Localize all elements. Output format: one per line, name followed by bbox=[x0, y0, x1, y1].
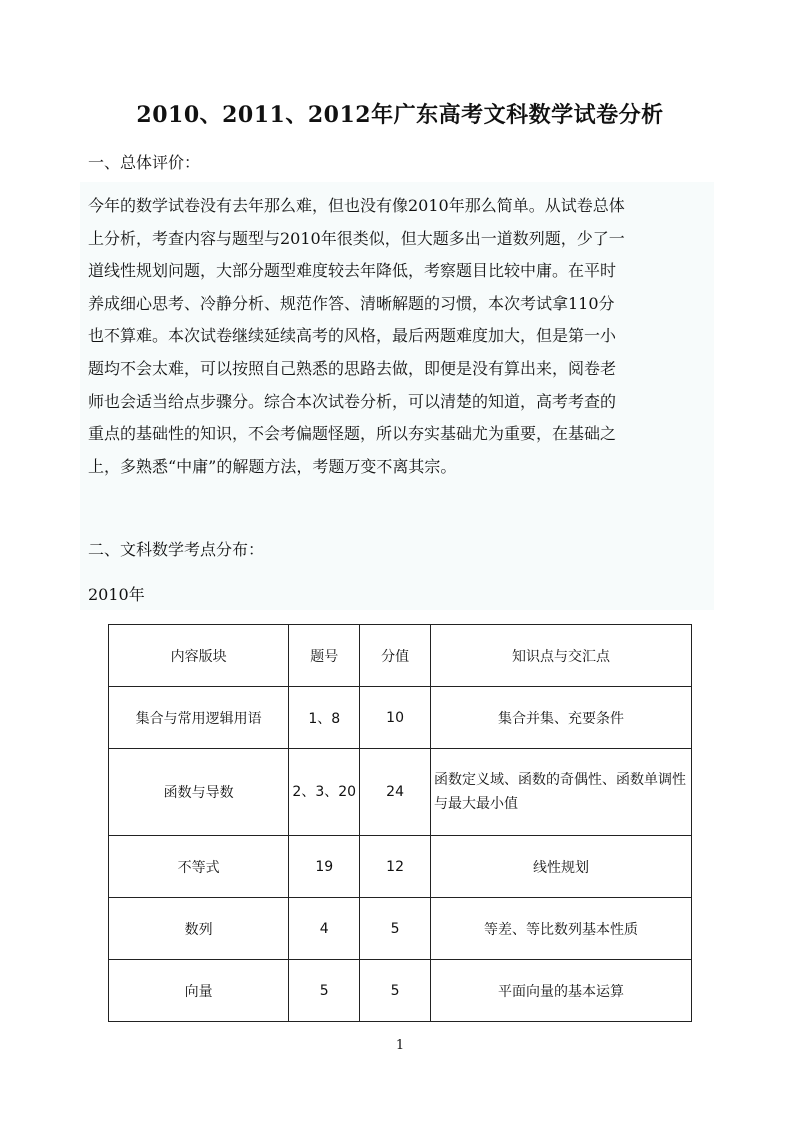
table-cell: 10 bbox=[360, 687, 431, 749]
section-heading-distribution: 二、文科数学考点分布： bbox=[88, 540, 265, 559]
paragraph-line: 养成细心思考、冷静分析、规范作答、清晰解题的习惯，本次考试拿110分 bbox=[88, 293, 615, 313]
table-row bbox=[109, 836, 692, 898]
paragraph-line: 上分析，考查内容与题型与2010年很类似，但大题多出一道数列题，少了一 bbox=[88, 228, 625, 248]
table-cell: 不等式 bbox=[109, 836, 289, 898]
table-cell: 5 bbox=[360, 898, 431, 960]
table-cell: 12 bbox=[360, 836, 431, 898]
table-cell: 1、8 bbox=[289, 687, 360, 749]
section-heading-overall: 一、总体评价： bbox=[88, 153, 201, 172]
exam-points-table bbox=[108, 624, 692, 1022]
table-cell: 集合与常用逻辑用语 bbox=[109, 687, 289, 749]
header-cell: 题号 bbox=[289, 625, 360, 687]
table-cell: 等差、等比数列基本性质 bbox=[430, 898, 691, 960]
year-label: 2010年 bbox=[88, 585, 145, 604]
evaluation-paragraph bbox=[88, 190, 710, 483]
document-title: 2010、2011、2012年广东高考文科数学试卷分析 bbox=[136, 102, 664, 128]
table-header-row bbox=[109, 625, 692, 687]
table-cell: 5 bbox=[289, 960, 360, 1022]
table-cell: 24 bbox=[360, 749, 431, 836]
table-cell: 19 bbox=[289, 836, 360, 898]
table-cell: 2、3、20 bbox=[289, 749, 360, 836]
header-cell: 内容版块 bbox=[109, 625, 289, 687]
paragraph-line: 题均不会太难，可以按照自己熟悉的思路去做，即便是没有算出来，阅卷老 bbox=[88, 358, 617, 378]
table-cell: 线性规划 bbox=[430, 836, 691, 898]
table-cell: 平面向量的基本运算 bbox=[430, 960, 691, 1022]
paragraph-line: 重点的基础性的知识，不会考偏题怪题，所以夯实基础尤为重要，在基础之 bbox=[88, 424, 617, 444]
paragraph-line: 今年的数学试卷没有去年那么难，但也没有像2010年那么简单。从试卷总体 bbox=[88, 196, 625, 215]
table-cell: 函数与导数 bbox=[109, 749, 289, 836]
table-row bbox=[109, 960, 692, 1022]
paragraph-line: 也不算难。本次试卷继续延续高考的风格，最后两题难度加大，但是第一小 bbox=[88, 326, 617, 346]
paragraph-line: 道线性规划问题，大部分题型难度较去年降低，考察题目比较中庸。在平时 bbox=[88, 261, 617, 281]
header-cell: 分值 bbox=[360, 625, 431, 687]
table-cell: 数列 bbox=[109, 898, 289, 960]
header-cell: 知识点与交汇点 bbox=[430, 625, 691, 687]
table-cell: 函数定义域、函数的奇偶性、函数单调性与最大最小值 bbox=[430, 749, 691, 836]
paragraph-line: 上，多熟悉“中庸”的解题方法，考题万变不离其宗。 bbox=[88, 456, 457, 476]
page-number: 1 bbox=[395, 1038, 405, 1053]
table-cell: 5 bbox=[360, 960, 431, 1022]
table-cell: 4 bbox=[289, 898, 360, 960]
table-row bbox=[109, 898, 692, 960]
table-cell: 向量 bbox=[109, 960, 289, 1022]
paragraph-line: 师也会适当给点步骤分。综合本次试卷分析，可以清楚的知道，高考考查的 bbox=[88, 391, 617, 411]
table-row bbox=[109, 749, 692, 836]
table-cell: 集合并集、充要条件 bbox=[430, 687, 691, 749]
table-row bbox=[109, 687, 692, 749]
